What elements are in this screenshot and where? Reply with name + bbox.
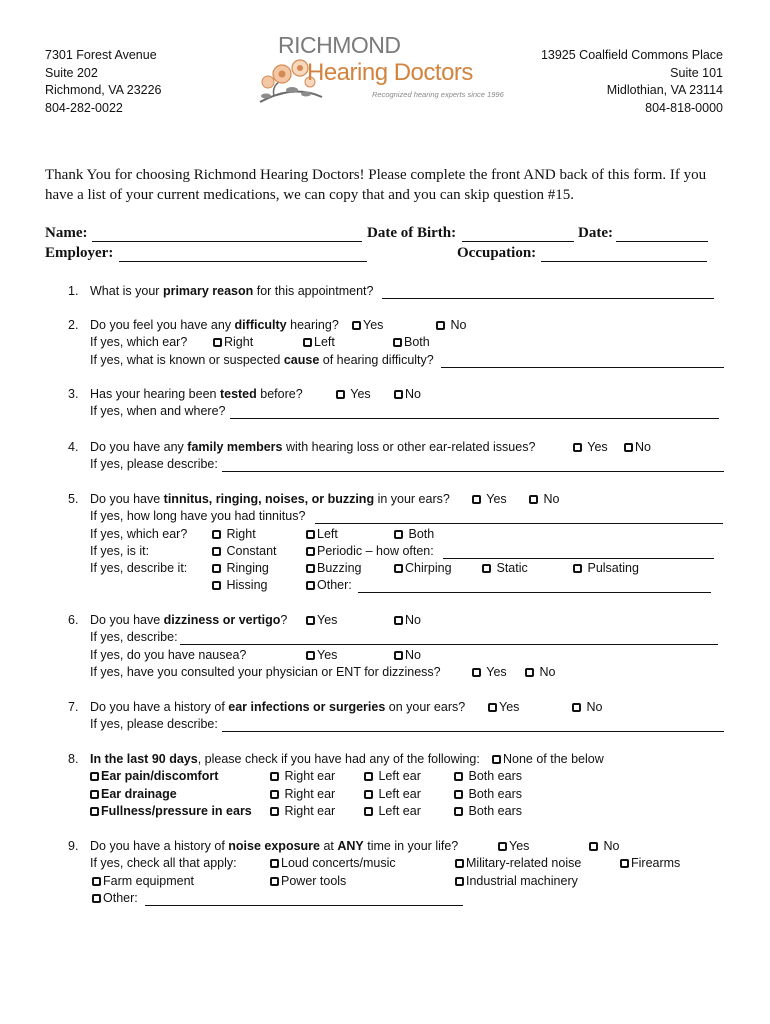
checkbox-icon[interactable] bbox=[306, 564, 315, 573]
q8-row3-both-option[interactable]: Both ears bbox=[454, 804, 522, 818]
q5-no-option[interactable]: No bbox=[529, 492, 559, 506]
occupation-field[interactable] bbox=[541, 261, 707, 262]
q4-number: 4. bbox=[68, 440, 79, 454]
q8-row-ear-pain[interactable]: Ear pain/discomfort bbox=[90, 769, 218, 783]
q2-right-option[interactable]: Right bbox=[213, 335, 253, 349]
q7-text: Do you have a history of ear infections or surgeries on your ears? bbox=[90, 700, 466, 714]
q5-text: Do you have tinnitus, ringing, noises, or buzzing in your ears? bbox=[90, 492, 450, 506]
q5-both-option[interactable]: Both bbox=[394, 527, 434, 541]
q6-yes-option[interactable]: Yes bbox=[306, 613, 337, 627]
logo-line2: Hearing Doctors bbox=[307, 59, 473, 86]
q6-nausea-no-option[interactable]: No bbox=[394, 648, 421, 662]
q5-number: 5. bbox=[68, 492, 79, 506]
occupation-label: Occupation: bbox=[457, 245, 537, 261]
q8-row1-left-option[interactable]: Left ear bbox=[364, 769, 421, 783]
date-label: Date: bbox=[578, 225, 613, 241]
q3-yes-option[interactable]: Yes bbox=[336, 387, 371, 401]
q5-how-long-field[interactable] bbox=[315, 523, 723, 524]
q2-number: 2. bbox=[68, 318, 79, 332]
date-field[interactable] bbox=[616, 241, 708, 242]
q9-yes-option[interactable]: Yes bbox=[498, 839, 529, 853]
checkbox-icon[interactable] bbox=[394, 651, 403, 660]
checkbox-icon[interactable] bbox=[364, 807, 373, 816]
name-label: Name: bbox=[45, 225, 88, 241]
q9-concerts-option[interactable]: Loud concerts/music bbox=[270, 856, 396, 870]
logo-tagline: Recognized hearing experts since 1996 bbox=[372, 90, 504, 99]
q4-text: Do you have any family members with hearing loss or other ear-related issues? bbox=[90, 440, 536, 454]
q5-buzzing-option[interactable]: Buzzing bbox=[306, 561, 361, 575]
q8-row-ear-drainage[interactable]: Ear drainage bbox=[90, 787, 177, 801]
q6-nausea-yes-option[interactable]: Yes bbox=[306, 648, 337, 662]
q2-no-option[interactable]: No bbox=[436, 318, 466, 332]
q5-hissing-option[interactable]: Hissing bbox=[212, 578, 267, 592]
q5-yes-option[interactable]: Yes bbox=[472, 492, 507, 506]
q8-row1-right-option[interactable]: Right ear bbox=[270, 769, 335, 783]
q8-none-option[interactable]: None of the below bbox=[492, 752, 604, 766]
q7-number: 7. bbox=[68, 700, 79, 714]
q6-no-option[interactable]: No bbox=[394, 613, 421, 627]
q8-row2-right-option[interactable]: Right ear bbox=[270, 787, 335, 801]
right-address-line: Suite 101 bbox=[670, 65, 723, 80]
right-address bbox=[541, 47, 723, 117]
checkbox-icon[interactable] bbox=[306, 530, 315, 539]
q3-number: 3. bbox=[68, 387, 79, 401]
q9-no-option[interactable]: No bbox=[589, 839, 619, 853]
q8-row-fullness[interactable]: Fullness/pressure in ears bbox=[90, 804, 252, 818]
employer-field[interactable] bbox=[119, 261, 367, 262]
q2-both-option[interactable]: Both bbox=[393, 335, 430, 349]
q9-check-label: If yes, check all that apply: bbox=[90, 856, 237, 870]
checkbox-icon[interactable] bbox=[394, 616, 403, 625]
checkbox-icon[interactable] bbox=[270, 790, 279, 799]
q5-is-label: If yes, is it: bbox=[90, 544, 150, 558]
q9-military-option[interactable]: Military-related noise bbox=[455, 856, 581, 870]
q1-text: What is your primary reason for this appointment? bbox=[90, 284, 374, 298]
checkbox-icon[interactable] bbox=[393, 338, 402, 347]
q6-physician-label: If yes, have you consulted your physician or ENT for dizziness? bbox=[90, 665, 441, 679]
q5-static-option[interactable]: Static bbox=[482, 561, 528, 575]
checkbox-icon[interactable] bbox=[498, 842, 507, 851]
q9-industrial-option[interactable]: Industrial machinery bbox=[455, 874, 578, 888]
q8-row2-left-option[interactable]: Left ear bbox=[364, 787, 421, 801]
checkbox-icon[interactable] bbox=[212, 547, 221, 556]
left-address-line: Richmond, VA 23226 bbox=[45, 83, 162, 97]
q6-physician-yes-option[interactable]: Yes bbox=[472, 665, 507, 679]
q7-no-option[interactable]: No bbox=[572, 700, 602, 714]
q5-constant-option[interactable]: Constant bbox=[212, 544, 277, 558]
checkbox-icon[interactable] bbox=[394, 564, 403, 573]
checkbox-icon[interactable] bbox=[488, 703, 497, 712]
q6-describe-field[interactable] bbox=[180, 644, 718, 645]
q8-text: In the last 90 days, please check if you have had any of the following: bbox=[90, 752, 480, 766]
q9-firearms-option[interactable]: Firearms bbox=[620, 856, 680, 870]
logo bbox=[252, 30, 502, 108]
q9-farm-option[interactable]: Farm equipment bbox=[92, 874, 194, 888]
checkbox-icon[interactable] bbox=[270, 807, 279, 816]
right-address-line: Midlothian, VA 23114 bbox=[606, 83, 723, 97]
checkbox-icon[interactable] bbox=[454, 790, 463, 799]
q2-cause-text: If yes, what is known or suspected cause of hearing difficulty? bbox=[90, 353, 434, 367]
q9-number: 9. bbox=[68, 839, 79, 853]
checkbox-icon[interactable] bbox=[482, 564, 491, 573]
q1-answer-field[interactable] bbox=[382, 298, 714, 299]
checkbox-icon[interactable] bbox=[92, 894, 101, 903]
checkbox-icon[interactable] bbox=[472, 668, 481, 677]
q8-number: 8. bbox=[68, 752, 79, 766]
q3-when-field[interactable] bbox=[230, 418, 719, 419]
checkbox-icon[interactable] bbox=[92, 877, 101, 886]
right-address-line: 13925 Coalfield Commons Place bbox=[540, 48, 723, 62]
checkbox-icon[interactable] bbox=[624, 443, 633, 452]
q9-other-field[interactable] bbox=[145, 905, 463, 906]
checkbox-icon[interactable] bbox=[270, 877, 279, 886]
checkbox-icon[interactable] bbox=[589, 842, 598, 851]
q3-text: Has your hearing been tested before? bbox=[90, 387, 303, 401]
q5-left-option[interactable]: Left bbox=[306, 527, 338, 541]
q6-number: 6. bbox=[68, 613, 79, 627]
employer-label: Employer: bbox=[45, 245, 114, 261]
q5-pulsating-option[interactable]: Pulsating bbox=[573, 561, 639, 575]
q7-yes-option[interactable]: Yes bbox=[488, 700, 519, 714]
q4-describe-field[interactable] bbox=[222, 471, 724, 472]
q5-describe-label: If yes, describe it: bbox=[90, 561, 188, 575]
left-address-line: Suite 202 bbox=[45, 65, 98, 80]
checkbox-icon[interactable] bbox=[573, 443, 582, 452]
q9-text: Do you have a history of noise exposure at ANY time in your life? bbox=[90, 839, 459, 853]
q2-left-option[interactable]: Left bbox=[303, 335, 335, 349]
checkbox-icon[interactable] bbox=[455, 859, 464, 868]
q3-no-option[interactable]: No bbox=[394, 387, 421, 401]
q5-ear-label: If yes, which ear? bbox=[90, 527, 188, 541]
q7-sub-label: If yes, please describe: bbox=[90, 717, 218, 731]
checkbox-icon[interactable] bbox=[270, 859, 279, 868]
checkbox-icon[interactable] bbox=[573, 564, 582, 573]
checkbox-icon[interactable] bbox=[352, 321, 361, 330]
q3-sub-label: If yes, when and where? bbox=[90, 404, 226, 418]
logo-line1: RICHMOND bbox=[278, 32, 401, 58]
q5-other-field[interactable] bbox=[358, 592, 711, 593]
q5-right-option[interactable]: Right bbox=[212, 527, 256, 541]
checkbox-icon[interactable] bbox=[306, 581, 315, 590]
q2-yes-option[interactable]: Yes bbox=[352, 318, 383, 332]
checkbox-icon[interactable] bbox=[213, 338, 222, 347]
q6-describe-label: If yes, describe: bbox=[90, 630, 178, 644]
dob-field[interactable] bbox=[462, 241, 574, 242]
checkbox-icon[interactable] bbox=[525, 668, 534, 677]
q4-no-option[interactable]: No bbox=[624, 440, 651, 454]
q5-other-option[interactable]: Other: bbox=[306, 578, 352, 592]
checkbox-icon[interactable] bbox=[306, 547, 315, 556]
checkbox-icon[interactable] bbox=[364, 790, 373, 799]
q8-row3-left-option[interactable]: Left ear bbox=[364, 804, 421, 818]
checkbox-icon[interactable] bbox=[90, 772, 99, 781]
left-address bbox=[45, 47, 162, 117]
name-field[interactable] bbox=[92, 241, 362, 242]
q5-how-long-label: If yes, how long have you had tinnitus? bbox=[90, 509, 306, 523]
q7-describe-field[interactable] bbox=[222, 731, 724, 732]
q6-text: Do you have dizziness or vertigo? bbox=[90, 613, 288, 627]
checkbox-icon[interactable] bbox=[364, 772, 373, 781]
intro-text: Thank You for choosing Richmond Hearing Doctors! Please complete the front AND back of this form. If you have a list of your current medications, we can copy that and you can skip question #15. bbox=[45, 167, 707, 203]
q4-sub-label: If yes, please describe: bbox=[90, 457, 218, 471]
checkbox-icon[interactable] bbox=[492, 755, 501, 764]
q6-physician-no-option[interactable]: No bbox=[525, 665, 555, 679]
q9-power-option[interactable]: Power tools bbox=[270, 874, 346, 888]
dob-label: Date of Birth: bbox=[367, 225, 457, 241]
checkbox-icon[interactable] bbox=[303, 338, 312, 347]
left-address-line: 7301 Forest Avenue bbox=[45, 48, 157, 62]
checkbox-icon[interactable] bbox=[90, 807, 99, 816]
q5-ringing-option[interactable]: Ringing bbox=[212, 561, 269, 575]
checkbox-icon[interactable] bbox=[306, 651, 315, 660]
checkbox-icon[interactable] bbox=[90, 790, 99, 799]
q8-row2-both-option[interactable]: Both ears bbox=[454, 787, 522, 801]
checkbox-icon[interactable] bbox=[212, 564, 221, 573]
checkbox-icon[interactable] bbox=[336, 390, 345, 399]
q4-yes-option[interactable]: Yes bbox=[573, 440, 608, 454]
q5-periodic-option[interactable]: Periodic – how often: bbox=[306, 544, 434, 558]
checkbox-icon[interactable] bbox=[529, 495, 538, 504]
checkbox-icon[interactable] bbox=[472, 495, 481, 504]
checkbox-icon[interactable] bbox=[270, 772, 279, 781]
q9-other-option[interactable]: Other: bbox=[92, 891, 138, 905]
right-address-line: 804-818-0000 bbox=[645, 100, 723, 115]
checkbox-icon[interactable] bbox=[455, 877, 464, 886]
checkbox-icon[interactable] bbox=[620, 859, 629, 868]
checkbox-icon[interactable] bbox=[436, 321, 445, 330]
q8-row1-both-option[interactable]: Both ears bbox=[454, 769, 522, 783]
checkbox-icon[interactable] bbox=[394, 530, 403, 539]
left-address-line: 804-282-0022 bbox=[45, 100, 123, 115]
checkbox-icon[interactable] bbox=[212, 581, 221, 590]
q1-number: 1. bbox=[68, 284, 79, 298]
q8-row3-right-option[interactable]: Right ear bbox=[270, 804, 335, 818]
checkbox-icon[interactable] bbox=[394, 390, 403, 399]
checkbox-icon[interactable] bbox=[454, 772, 463, 781]
q5-chirping-option[interactable]: Chirping bbox=[394, 561, 452, 575]
checkbox-icon[interactable] bbox=[454, 807, 463, 816]
q2-ear-label: If yes, which ear? bbox=[90, 335, 188, 349]
q2-text: Do you feel you have any difficulty hearing? bbox=[90, 318, 339, 332]
checkbox-icon[interactable] bbox=[212, 530, 221, 539]
q5-periodic-field[interactable] bbox=[443, 558, 714, 559]
q2-cause-field[interactable] bbox=[441, 367, 724, 368]
q6-nausea-label: If yes, do you have nausea? bbox=[90, 648, 247, 662]
checkbox-icon[interactable] bbox=[306, 616, 315, 625]
checkbox-icon[interactable] bbox=[572, 703, 581, 712]
